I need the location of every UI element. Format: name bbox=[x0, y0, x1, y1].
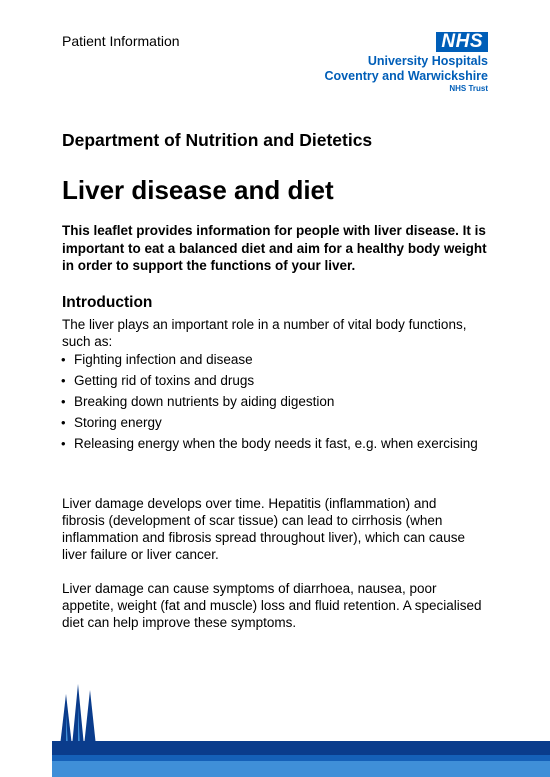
nhs-badge: NHS bbox=[436, 32, 488, 52]
liver-damage-paragraph: Liver damage develops over time. Hepatitis (inflammation) and fibrosis (development of scar tissue) can lead to cirrhosis (when inflammation and fibrosis spread throughout liver), which can cause liver failure or liver cancer. bbox=[62, 496, 465, 562]
footer-band-light bbox=[52, 761, 550, 777]
functions-list bbox=[62, 351, 482, 456]
org-name-line1: University Hospitals bbox=[367, 54, 488, 68]
list-item: • Storing energy bbox=[62, 414, 482, 431]
list-item: • Fighting infection and disease bbox=[62, 351, 482, 368]
intro-paragraph: The liver plays an important role in a number of vital body functions, such as: bbox=[62, 317, 467, 349]
org-name-line2: Coventry and Warwickshire bbox=[324, 68, 488, 83]
footer-band bbox=[0, 741, 550, 777]
list-item: • Releasing energy when the body needs it fast, e.g. when exercising bbox=[62, 435, 482, 452]
nhs-logo bbox=[325, 32, 488, 94]
section-heading-introduction: Introduction bbox=[62, 294, 153, 311]
symptoms-paragraph: Liver damage can cause symptoms of diarrhoea, nausea, poor appetite, weight (fat and muscle) loss and fluid retention. A specialised diet can help improve these symptoms. bbox=[62, 581, 482, 630]
patient-information-label: Patient Information bbox=[62, 33, 180, 49]
document-title: Liver disease and diet bbox=[62, 175, 334, 205]
summary-paragraph: This leaflet provides information for people with liver disease. It is important to eat a balanced diet and aim for a healthy body weight in order to support the functions of your liver. bbox=[62, 223, 487, 273]
cathedral-spires-graphic bbox=[58, 684, 102, 746]
list-item: • Getting rid of toxins and drugs bbox=[62, 372, 482, 389]
department-heading: Department of Nutrition and Dietetics bbox=[62, 130, 373, 150]
org-trust-label: NHS Trust bbox=[449, 84, 488, 93]
list-item: • Breaking down nutrients by aiding digestion bbox=[62, 393, 482, 410]
